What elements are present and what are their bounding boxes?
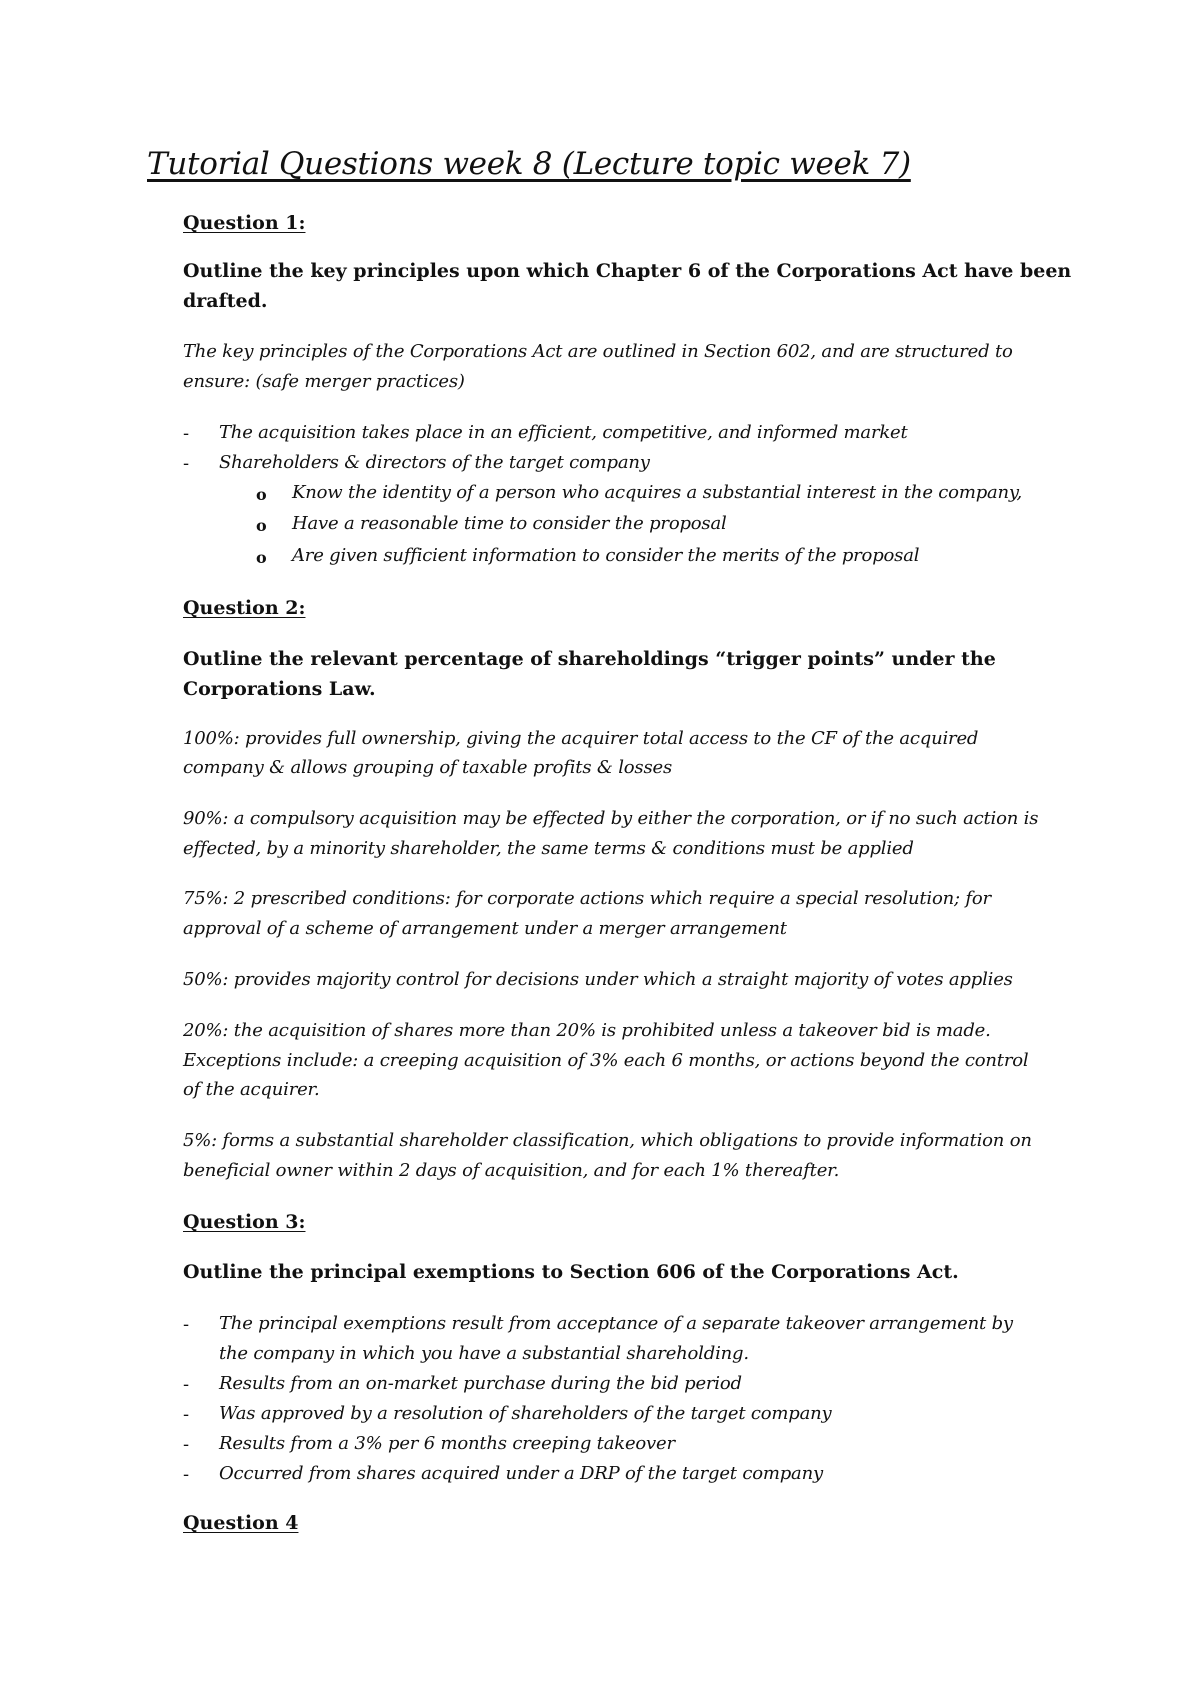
q3-bullet-3: Was approved by a resolution of shareholders of the target company — [219, 1403, 832, 1424]
sub-bullet-marker: o — [256, 516, 267, 535]
bullet-dash: - — [183, 1314, 190, 1335]
question-4-heading: Question 4 — [183, 1512, 299, 1534]
q2-75-line-2: approval of a scheme of arrangement under a merger arrangement — [183, 918, 787, 939]
q2-20-line-2: Exceptions include: a creeping acquisition of 3% each 6 months, or actions beyond the control — [183, 1050, 1029, 1071]
q2-90-line-1: 90%: a compulsory acquisition may be effected by either the corporation, or if no such action is — [183, 808, 1039, 829]
sub-bullet-marker: o — [256, 485, 267, 504]
question-1-text-line-1: Outline the key principles upon which Chapter 6 of the Corporations Act have been — [183, 260, 1072, 282]
q2-5-line-1: 5%: forms a substantial shareholder classification, which obligations to provide information on — [183, 1130, 1032, 1151]
question-1-text-line-2: drafted. — [183, 290, 268, 312]
question-2-heading: Question 2: — [183, 597, 306, 619]
q1-bullet-2: Shareholders & directors of the target company — [219, 452, 650, 473]
q3-bullet-1-line-1: The principal exemptions result from acceptance of a separate takeover arrangement by — [219, 1313, 1013, 1334]
bullet-dash: - — [183, 1374, 190, 1395]
sub-bullet-marker: o — [256, 548, 267, 567]
q1-bullet-1: The acquisition takes place in an efficient, competitive, and informed market — [219, 422, 908, 443]
q1-sub-bullet-1: Know the identity of a person who acquires a substantial interest in the company, — [292, 482, 1023, 503]
q1-sub-bullet-3: Are given sufficient information to consider the merits of the proposal — [292, 545, 920, 566]
question-2-text-line-1: Outline the relevant percentage of shareholdings “trigger points” under the — [183, 648, 996, 670]
q2-5-line-2: beneficial owner within 2 days of acquisition, and for each 1% thereafter. — [183, 1160, 840, 1181]
q2-90-line-2: effected, by a minority shareholder, the same terms & conditions must be applied — [183, 838, 914, 859]
page-title: Tutorial Questions week 8 (Lecture topic week 7) — [147, 146, 911, 182]
q2-20-line-1: 20%: the acquisition of shares more than 20% is prohibited unless a takeover bid is made. — [183, 1020, 991, 1041]
question-2-text-line-2: Corporations Law. — [183, 678, 376, 700]
bullet-dash: - — [183, 423, 190, 444]
bullet-dash: - — [183, 1404, 190, 1425]
bullet-dash: - — [183, 453, 190, 474]
q3-bullet-2: Results from an on-market purchase during the bid period — [219, 1373, 742, 1394]
q2-75-line-1: 75%: 2 prescribed conditions: for corporate actions which require a special resolution; for — [183, 888, 991, 909]
q1-intro-line-1: The key principles of the Corporations Act are outlined in Section 602, and are structured to — [183, 341, 1013, 362]
q2-100-line-1: 100%: provides full ownership, giving the acquirer total access to the CF of the acquired — [183, 728, 979, 749]
bullet-dash: - — [183, 1464, 190, 1485]
q1-intro-line-2: ensure: (safe merger practices) — [183, 371, 465, 392]
question-1-heading: Question 1: — [183, 212, 306, 234]
q3-bullet-5: Occurred from shares acquired under a DRP of the target company — [219, 1463, 823, 1484]
q3-bullet-4: Results from a 3% per 6 months creeping takeover — [219, 1433, 675, 1454]
q2-50-line-1: 50%: provides majority control for decisions under which a straight majority of votes applies — [183, 969, 1013, 990]
q1-sub-bullet-2: Have a reasonable time to consider the proposal — [292, 513, 727, 534]
question-3-heading: Question 3: — [183, 1211, 306, 1233]
q2-100-line-2: company & allows grouping of taxable profits & losses — [183, 757, 672, 778]
question-3-text: Outline the principal exemptions to Section 606 of the Corporations Act. — [183, 1261, 959, 1283]
q2-20-line-3: of the acquirer. — [183, 1079, 320, 1100]
bullet-dash: - — [183, 1434, 190, 1455]
q3-bullet-1-line-2: the company in which you have a substantial shareholding. — [219, 1343, 749, 1364]
